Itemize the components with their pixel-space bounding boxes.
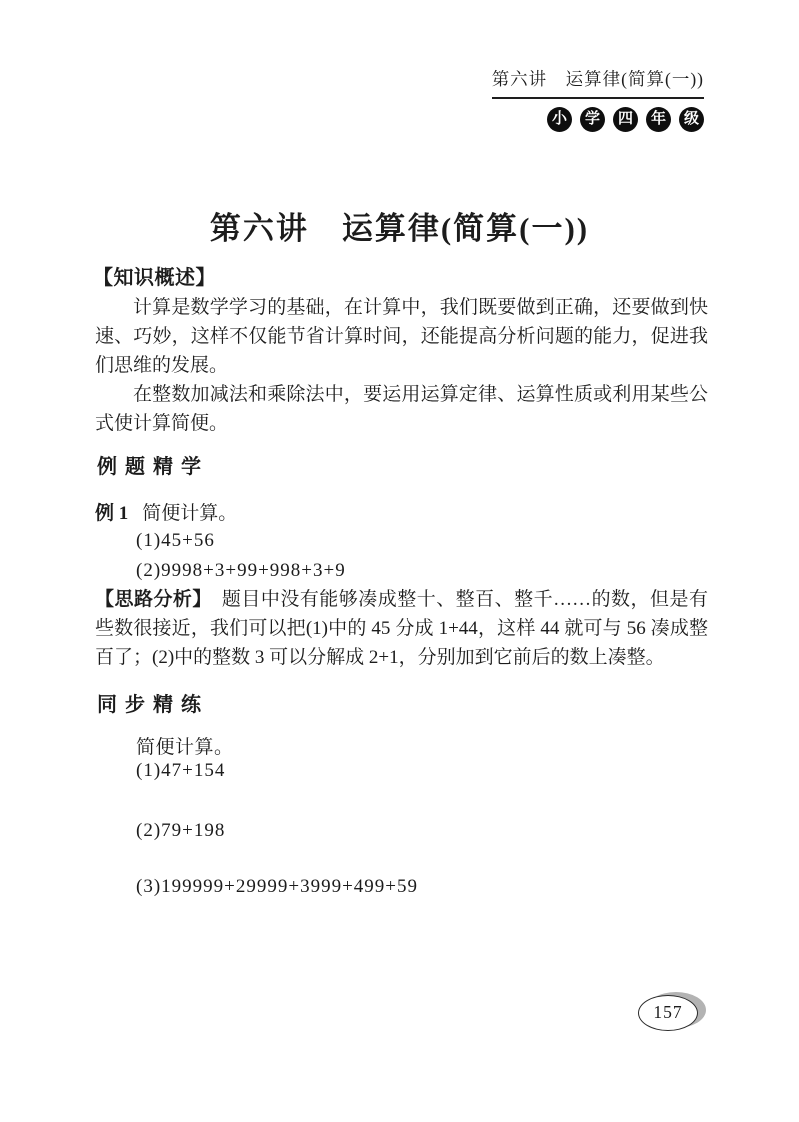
example-line (95, 498, 237, 525)
analysis-text: 题目中没有能够凑成整十、整百、整千……的数，但是有些数很接近，我们可以把(1)中的 45 分成 1+44，这样 44 就可与 56 凑成整百了；(2)中的整数 3 可以分解成 2+1，分别加到它前后的数上凑整。 (95, 589, 708, 668)
grade-badge: 级 (679, 107, 704, 132)
grade-badge: 四 (613, 107, 638, 132)
practice-instruction: 简便计算。 (136, 737, 234, 758)
analysis-block (95, 585, 708, 672)
knowledge-text (95, 293, 708, 438)
example-label: 例 1 (95, 503, 129, 524)
running-head (492, 66, 704, 132)
grade-badge: 学 (580, 107, 605, 132)
knowledge-paragraph: 计算是数学学习的基础，在计算中，我们既要做到正确，还要做到快速、巧妙，这样不仅能节省计算时间，还能提高分析问题的能力，促进我们思维的发展。 (95, 297, 708, 376)
page-number: 157 (638, 995, 698, 1031)
example-instruction: 简便计算。 (142, 503, 238, 524)
page-title: 第六讲 运算律(简算(一)) (209, 210, 590, 246)
example-item: (2)9998+3+99+998+3+9 (136, 560, 346, 581)
practice-item: (2)79+198 (136, 820, 226, 841)
knowledge-heading: 【知识概述】 (93, 267, 216, 289)
grade-badges (492, 107, 704, 132)
practice-item: (3)199999+29999+3999+499+59 (136, 876, 419, 897)
examples-heading: 例题精学 (97, 456, 209, 478)
knowledge-paragraph: 在整数加减法和乘除法中，要运用运算定律、运算性质或利用某些公式使计算简便。 (95, 384, 708, 434)
analysis-heading: 【思路分析】 (95, 589, 203, 610)
example-item: (1)45+56 (136, 530, 215, 551)
grade-badge: 小 (547, 107, 572, 132)
grade-badge: 年 (646, 107, 671, 132)
practice-heading: 同步精练 (97, 694, 209, 716)
page-number-oval (638, 992, 708, 1034)
running-head-chapter: 第六讲 运算律(简算(一)) (492, 66, 704, 99)
practice-item: (1)47+154 (136, 760, 226, 781)
